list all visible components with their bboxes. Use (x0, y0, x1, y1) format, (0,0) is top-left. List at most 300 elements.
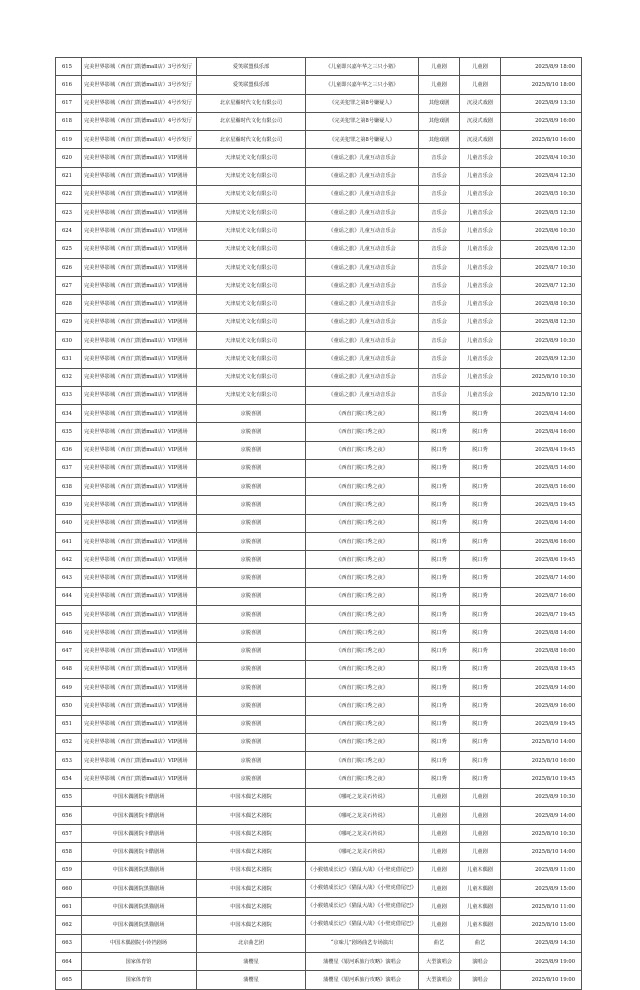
cell-subcategory: 脱口秀 (460, 423, 501, 441)
table-row (56, 459, 582, 477)
cell-number: 662 (56, 916, 82, 934)
cell-number: 629 (56, 313, 82, 331)
cell-title: 《童谣之旅》儿童互动音乐会 (306, 258, 419, 276)
cell-organizer: 天津辰光文化有限公司 (197, 313, 306, 331)
cell-organizer: 京脱喜剧 (197, 423, 306, 441)
cell-number: 638 (56, 478, 82, 496)
table-row (56, 167, 582, 185)
cell-time: 2025/8/6 14:00 (501, 514, 582, 532)
cell-category: 脱口秀 (419, 697, 460, 715)
cell-subcategory: 儿童剧 (460, 788, 501, 806)
table-row (56, 76, 582, 94)
cell-organizer: 中国木偶艺术剧院 (197, 843, 306, 861)
table-row (56, 94, 582, 112)
cell-organizer: 京脱喜剧 (197, 715, 306, 733)
cell-organizer: 京脱喜剧 (197, 642, 306, 660)
cell-subcategory: 儿童音乐会 (460, 368, 501, 386)
cell-venue: 完美世界影城（西直门凯德mall店）3号沙发厅 (82, 76, 197, 94)
table-row (56, 605, 582, 623)
table-row (56, 149, 582, 167)
cell-time: 2025/8/5 19:45 (501, 496, 582, 514)
cell-subcategory: 儿童音乐会 (460, 167, 501, 185)
table-row (56, 478, 582, 496)
cell-subcategory: 脱口秀 (460, 715, 501, 733)
cell-category: 脱口秀 (419, 514, 460, 532)
cell-number: 664 (56, 953, 82, 971)
cell-venue: 中国木偶剧院卡酷剧场 (82, 788, 197, 806)
cell-time: 2025/8/8 14:00 (501, 624, 582, 642)
cell-organizer: 京脱喜剧 (197, 532, 306, 550)
cell-organizer: 天津辰光文化有限公司 (197, 350, 306, 368)
cell-time: 2025/8/10 14:00 (501, 843, 582, 861)
cell-organizer: 中国木偶艺术剧院 (197, 879, 306, 897)
cell-title: 《儿童即兴嘉年华之三只小猪》 (306, 58, 419, 76)
table-row (56, 642, 582, 660)
table-row (56, 441, 582, 459)
cell-title: 《西直门脱口秀之夜》 (306, 514, 419, 532)
table-row (56, 624, 582, 642)
cell-category: 其他戏剧 (419, 131, 460, 149)
cell-subcategory: 沉浸式戏剧 (460, 94, 501, 112)
cell-venue: 完美世界影城（西直门凯德mall店）VIP剧场 (82, 715, 197, 733)
table-row (56, 587, 582, 605)
cell-number: 642 (56, 551, 82, 569)
cell-title: 蒲樱星《银河系旅行攻略》演唱会 (306, 953, 419, 971)
cell-time: 2025/8/10 15:00 (501, 916, 582, 934)
cell-title: 《西直门脱口秀之夜》 (306, 569, 419, 587)
table-row (56, 295, 582, 313)
table-row (56, 679, 582, 697)
cell-subcategory: 儿童木偶剧 (460, 916, 501, 934)
cell-title: 《西直门脱口秀之夜》 (306, 405, 419, 423)
cell-number: 616 (56, 76, 82, 94)
cell-category: 音乐会 (419, 313, 460, 331)
table-row (56, 551, 582, 569)
cell-number: 639 (56, 496, 82, 514)
cell-category: 大型演唱会 (419, 971, 460, 989)
cell-category: 曲艺 (419, 934, 460, 952)
cell-subcategory: 儿童音乐会 (460, 185, 501, 203)
cell-title: 《西直门脱口秀之夜》 (306, 624, 419, 642)
cell-venue: 完美世界影城（西直门凯德mall店）VIP剧场 (82, 551, 197, 569)
cell-title: 《小猴嬉成长记》《猫鼠大战》《小壁虎借尾巴》 (306, 879, 419, 897)
cell-title: 《童谣之旅》儿童互动音乐会 (306, 295, 419, 313)
cell-venue: 完美世界影城（西直门凯德mall店）VIP剧场 (82, 423, 197, 441)
cell-time: 2025/8/9 16:00 (501, 112, 582, 130)
cell-time: 2025/8/6 19:45 (501, 551, 582, 569)
cell-subcategory: 儿童木偶剧 (460, 879, 501, 897)
cell-subcategory: 儿童音乐会 (460, 258, 501, 276)
cell-subcategory: 儿童音乐会 (460, 350, 501, 368)
cell-title: “京味儿”剧场曲艺专场演出 (306, 934, 419, 952)
cell-category: 其他戏剧 (419, 94, 460, 112)
cell-category: 音乐会 (419, 222, 460, 240)
table-row (56, 825, 582, 843)
cell-title: 《童谣之旅》儿童互动音乐会 (306, 222, 419, 240)
cell-number: 659 (56, 861, 82, 879)
cell-venue: 完美世界影城（西直门凯德mall店）VIP剧场 (82, 295, 197, 313)
cell-organizer: 蒲樱星 (197, 971, 306, 989)
table-row (56, 971, 582, 989)
cell-organizer: 天津辰光文化有限公司 (197, 149, 306, 167)
cell-time: 2025/8/8 16:00 (501, 642, 582, 660)
cell-title: 《小猴嬉成长记》《猫鼠大战》《小壁虎借尾巴》 (306, 861, 419, 879)
cell-organizer: 京脱喜剧 (197, 624, 306, 642)
cell-title: 《童谣之旅》儿童互动音乐会 (306, 331, 419, 349)
table-row (56, 788, 582, 806)
cell-number: 624 (56, 222, 82, 240)
cell-number: 644 (56, 587, 82, 605)
cell-time: 2025/8/8 10:30 (501, 295, 582, 313)
cell-number: 650 (56, 697, 82, 715)
cell-organizer: 中国木偶艺术剧院 (197, 825, 306, 843)
cell-title: 《童谣之旅》儿童互动音乐会 (306, 167, 419, 185)
cell-organizer: 中国木偶艺术剧院 (197, 898, 306, 916)
cell-venue: 完美世界影城（西直门凯德mall店）VIP剧场 (82, 660, 197, 678)
cell-subcategory: 脱口秀 (460, 624, 501, 642)
cell-time: 2025/8/9 14:00 (501, 806, 582, 824)
table-row (56, 496, 582, 514)
cell-time: 2025/8/6 12:30 (501, 240, 582, 258)
cell-organizer: 京脱喜剧 (197, 569, 306, 587)
cell-subcategory: 演唱会 (460, 971, 501, 989)
cell-organizer: 京脱喜剧 (197, 660, 306, 678)
cell-number: 623 (56, 204, 82, 222)
cell-title: 《完美犯罪之第8号嫌疑人》 (306, 94, 419, 112)
cell-subcategory: 脱口秀 (460, 752, 501, 770)
cell-category: 音乐会 (419, 204, 460, 222)
cell-subcategory: 儿童木偶剧 (460, 898, 501, 916)
cell-venue: 中国木偶剧院黑猫剧场 (82, 861, 197, 879)
table-row (56, 423, 582, 441)
cell-venue: 完美世界影城（西直门凯德mall店）VIP剧场 (82, 167, 197, 185)
cell-organizer: 北京星瀚时代文化有限公司 (197, 131, 306, 149)
cell-number: 653 (56, 752, 82, 770)
cell-venue: 完美世界影城（西直门凯德mall店）VIP剧场 (82, 624, 197, 642)
table-row (56, 350, 582, 368)
cell-time: 2025/8/10 18:00 (501, 76, 582, 94)
cell-organizer: 天津辰光文化有限公司 (197, 222, 306, 240)
cell-venue: 完美世界影城（西直门凯德mall店）VIP剧场 (82, 204, 197, 222)
cell-organizer: 天津辰光文化有限公司 (197, 386, 306, 404)
cell-organizer: 天津辰光文化有限公司 (197, 331, 306, 349)
cell-time: 2025/8/9 10:30 (501, 788, 582, 806)
cell-organizer: 京脱喜剧 (197, 551, 306, 569)
cell-time: 2025/8/9 13:30 (501, 94, 582, 112)
cell-time: 2025/8/4 10:30 (501, 149, 582, 167)
cell-title: 《童谣之旅》儿童互动音乐会 (306, 313, 419, 331)
cell-category: 儿童剧 (419, 58, 460, 76)
cell-title: 《童谣之旅》儿童互动音乐会 (306, 204, 419, 222)
cell-number: 649 (56, 679, 82, 697)
cell-number: 615 (56, 58, 82, 76)
cell-subcategory: 脱口秀 (460, 733, 501, 751)
cell-title: 《西直门脱口秀之夜》 (306, 679, 419, 697)
cell-category: 脱口秀 (419, 405, 460, 423)
cell-title: 《西直门脱口秀之夜》 (306, 752, 419, 770)
cell-organizer: 京脱喜剧 (197, 770, 306, 788)
cell-number: 632 (56, 368, 82, 386)
cell-time: 2025/8/4 14:00 (501, 405, 582, 423)
cell-category: 儿童剧 (419, 825, 460, 843)
cell-subcategory: 脱口秀 (460, 697, 501, 715)
cell-subcategory: 脱口秀 (460, 441, 501, 459)
table-row (56, 258, 582, 276)
cell-title: 《哪吒之龙灵石传说》 (306, 788, 419, 806)
cell-number: 648 (56, 660, 82, 678)
cell-time: 2025/8/10 14:00 (501, 733, 582, 751)
cell-venue: 国家体育馆 (82, 953, 197, 971)
table-row (56, 514, 582, 532)
cell-venue: 完美世界影城（西直门凯德mall店）VIP剧场 (82, 386, 197, 404)
cell-category: 音乐会 (419, 240, 460, 258)
cell-time: 2025/8/7 16:00 (501, 587, 582, 605)
cell-number: 646 (56, 624, 82, 642)
cell-category: 音乐会 (419, 386, 460, 404)
cell-time: 2025/8/10 19:00 (501, 971, 582, 989)
cell-venue: 完美世界影城（西直门凯德mall店）VIP剧场 (82, 587, 197, 605)
table-row (56, 112, 582, 130)
table-row (56, 879, 582, 897)
table-row (56, 222, 582, 240)
table-row (56, 58, 582, 76)
cell-category: 音乐会 (419, 149, 460, 167)
cell-organizer: 京脱喜剧 (197, 441, 306, 459)
table-row (56, 715, 582, 733)
cell-time: 2025/8/4 19:45 (501, 441, 582, 459)
cell-organizer: 京脱喜剧 (197, 587, 306, 605)
cell-organizer: 北京曲艺团 (197, 934, 306, 952)
cell-organizer: 天津辰光文化有限公司 (197, 295, 306, 313)
cell-category: 脱口秀 (419, 770, 460, 788)
table-row (56, 240, 582, 258)
cell-time: 2025/8/10 16:00 (501, 752, 582, 770)
cell-number: 618 (56, 112, 82, 130)
cell-organizer: 京脱喜剧 (197, 514, 306, 532)
cell-title: 《小猴嬉成长记》《猫鼠大战》《小壁虎借尾巴》 (306, 898, 419, 916)
cell-title: 《西直门脱口秀之夜》 (306, 496, 419, 514)
cell-category: 脱口秀 (419, 496, 460, 514)
cell-title: 《西直门脱口秀之夜》 (306, 441, 419, 459)
cell-number: 625 (56, 240, 82, 258)
cell-title: 《童谣之旅》儿童互动音乐会 (306, 350, 419, 368)
cell-time: 2025/8/9 18:00 (501, 58, 582, 76)
table-row (56, 313, 582, 331)
cell-time: 2025/8/10 10:30 (501, 825, 582, 843)
cell-venue: 中国木偶剧院卡酷剧场 (82, 806, 197, 824)
cell-subcategory: 儿童音乐会 (460, 295, 501, 313)
cell-subcategory: 儿童音乐会 (460, 240, 501, 258)
cell-venue: 完美世界影城（西直门凯德mall店）4号沙发厅 (82, 112, 197, 130)
cell-subcategory: 儿童剧 (460, 825, 501, 843)
cell-title: 《儿童即兴嘉年华之三只小猪》 (306, 76, 419, 94)
cell-organizer: 京脱喜剧 (197, 733, 306, 751)
cell-category: 音乐会 (419, 167, 460, 185)
cell-subcategory: 曲艺 (460, 934, 501, 952)
cell-number: 657 (56, 825, 82, 843)
cell-title: 《西直门脱口秀之夜》 (306, 733, 419, 751)
cell-title: 《西直门脱口秀之夜》 (306, 697, 419, 715)
cell-subcategory: 脱口秀 (460, 679, 501, 697)
cell-subcategory: 儿童音乐会 (460, 149, 501, 167)
cell-venue: 完美世界影城（西直门凯德mall店）VIP剧场 (82, 222, 197, 240)
cell-subcategory: 儿童音乐会 (460, 331, 501, 349)
cell-organizer: 中国木偶艺术剧院 (197, 916, 306, 934)
cell-organizer: 京脱喜剧 (197, 496, 306, 514)
cell-subcategory: 儿童音乐会 (460, 277, 501, 295)
cell-venue: 完美世界影城（西直门凯德mall店）VIP剧场 (82, 496, 197, 514)
cell-category: 儿童剧 (419, 898, 460, 916)
cell-category: 脱口秀 (419, 605, 460, 623)
cell-organizer: 爱笑联盟俱乐部 (197, 58, 306, 76)
cell-organizer: 天津辰光文化有限公司 (197, 185, 306, 203)
cell-organizer: 天津辰光文化有限公司 (197, 277, 306, 295)
cell-category: 儿童剧 (419, 916, 460, 934)
cell-subcategory: 脱口秀 (460, 770, 501, 788)
cell-venue: 完美世界影城（西直门凯德mall店）VIP剧场 (82, 350, 197, 368)
cell-venue: 完美世界影城（西直门凯德mall店）VIP剧场 (82, 277, 197, 295)
cell-venue: 完美世界影城（西直门凯德mall店）VIP剧场 (82, 679, 197, 697)
cell-time: 2025/8/10 11:00 (501, 898, 582, 916)
cell-title: 《童谣之旅》儿童互动音乐会 (306, 240, 419, 258)
cell-title: 《西直门脱口秀之夜》 (306, 587, 419, 605)
cell-time: 2025/8/6 16:00 (501, 532, 582, 550)
cell-number: 660 (56, 879, 82, 897)
cell-title: 《西直门脱口秀之夜》 (306, 660, 419, 678)
cell-venue: 中国木偶剧院黑猫剧场 (82, 879, 197, 897)
cell-number: 633 (56, 386, 82, 404)
cell-category: 儿童剧 (419, 861, 460, 879)
cell-time: 2025/8/7 14:00 (501, 569, 582, 587)
cell-time: 2025/8/5 12:30 (501, 204, 582, 222)
cell-number: 622 (56, 185, 82, 203)
cell-venue: 完美世界影城（西直门凯德mall店）3号沙发厅 (82, 58, 197, 76)
cell-venue: 完美世界影城（西直门凯德mall店）4号沙发厅 (82, 131, 197, 149)
table-row (56, 204, 582, 222)
cell-venue: 完美世界影城（西直门凯德mall店）VIP剧场 (82, 752, 197, 770)
cell-time: 2025/8/4 16:00 (501, 423, 582, 441)
cell-time: 2025/8/9 19:45 (501, 715, 582, 733)
table-row (56, 185, 582, 203)
cell-category: 脱口秀 (419, 441, 460, 459)
cell-subcategory: 脱口秀 (460, 405, 501, 423)
cell-category: 脱口秀 (419, 551, 460, 569)
cell-venue: 中国木偶剧院卡酷剧场 (82, 843, 197, 861)
cell-venue: 完美世界影城（西直门凯德mall店）VIP剧场 (82, 313, 197, 331)
cell-venue: 中国木偶剧院黑猫剧场 (82, 898, 197, 916)
cell-venue: 完美世界影城（西直门凯德mall店）VIP剧场 (82, 185, 197, 203)
cell-title: 《西直门脱口秀之夜》 (306, 423, 419, 441)
cell-subcategory: 脱口秀 (460, 642, 501, 660)
cell-category: 脱口秀 (419, 587, 460, 605)
cell-venue: 完美世界影城（西直门凯德mall店）VIP剧场 (82, 770, 197, 788)
cell-time: 2025/8/9 14:00 (501, 679, 582, 697)
cell-number: 636 (56, 441, 82, 459)
cell-venue: 完美世界影城（西直门凯德mall店）VIP剧场 (82, 697, 197, 715)
cell-title: 蒲樱星《银河系旅行攻略》演唱会 (306, 971, 419, 989)
cell-number: 656 (56, 806, 82, 824)
table-row (56, 697, 582, 715)
cell-category: 儿童剧 (419, 76, 460, 94)
cell-time: 2025/8/8 19:45 (501, 660, 582, 678)
cell-category: 脱口秀 (419, 642, 460, 660)
cell-organizer: 北京星瀚时代文化有限公司 (197, 112, 306, 130)
cell-category: 脱口秀 (419, 459, 460, 477)
cell-title: 《西直门脱口秀之夜》 (306, 715, 419, 733)
table-row (56, 752, 582, 770)
cell-number: 627 (56, 277, 82, 295)
cell-number: 635 (56, 423, 82, 441)
cell-organizer: 爱笑联盟俱乐部 (197, 76, 306, 94)
cell-number: 658 (56, 843, 82, 861)
cell-number: 652 (56, 733, 82, 751)
cell-time: 2025/8/7 12:30 (501, 277, 582, 295)
table-row (56, 934, 582, 952)
cell-number: 640 (56, 514, 82, 532)
cell-venue: 完美世界影城（西直门凯德mall店）VIP剧场 (82, 605, 197, 623)
cell-subcategory: 脱口秀 (460, 551, 501, 569)
cell-category: 音乐会 (419, 185, 460, 203)
cell-category: 儿童剧 (419, 788, 460, 806)
cell-title: 《完美犯罪之第8号嫌疑人》 (306, 131, 419, 149)
cell-subcategory: 儿童剧 (460, 76, 501, 94)
table-row (56, 569, 582, 587)
cell-number: 619 (56, 131, 82, 149)
cell-title: 《完美犯罪之第8号嫌疑人》 (306, 112, 419, 130)
cell-organizer: 京脱喜剧 (197, 478, 306, 496)
table-row (56, 770, 582, 788)
cell-venue: 完美世界影城（西直门凯德mall店）VIP剧场 (82, 532, 197, 550)
cell-venue: 国家体育馆 (82, 971, 197, 989)
cell-subcategory: 儿童音乐会 (460, 313, 501, 331)
cell-venue: 完美世界影城（西直门凯德mall店）VIP剧场 (82, 258, 197, 276)
table-row (56, 843, 582, 861)
cell-category: 脱口秀 (419, 532, 460, 550)
cell-number: 643 (56, 569, 82, 587)
cell-venue: 完美世界影城（西直门凯德mall店）VIP剧场 (82, 569, 197, 587)
cell-title: 《小猴嬉成长记》《猫鼠大战》《小壁虎借尾巴》 (306, 916, 419, 934)
cell-venue: 完美世界影城（西直门凯德mall店）VIP剧场 (82, 441, 197, 459)
cell-time: 2025/8/10 12:30 (501, 386, 582, 404)
cell-title: 《童谣之旅》儿童互动音乐会 (306, 149, 419, 167)
cell-title: 《西直门脱口秀之夜》 (306, 605, 419, 623)
cell-category: 脱口秀 (419, 423, 460, 441)
cell-venue: 完美世界影城（西直门凯德mall店）VIP剧场 (82, 478, 197, 496)
cell-venue: 完美世界影城（西直门凯德mall店）VIP剧场 (82, 331, 197, 349)
cell-subcategory: 儿童音乐会 (460, 386, 501, 404)
cell-subcategory: 儿童剧 (460, 58, 501, 76)
cell-category: 脱口秀 (419, 752, 460, 770)
cell-time: 2025/8/6 10:30 (501, 222, 582, 240)
cell-organizer: 京脱喜剧 (197, 605, 306, 623)
cell-subcategory: 儿童木偶剧 (460, 861, 501, 879)
cell-category: 音乐会 (419, 277, 460, 295)
table-row (56, 386, 582, 404)
cell-number: 645 (56, 605, 82, 623)
cell-number: 631 (56, 350, 82, 368)
cell-number: 654 (56, 770, 82, 788)
table-body (56, 58, 582, 990)
cell-number: 628 (56, 295, 82, 313)
cell-category: 音乐会 (419, 331, 460, 349)
cell-organizer: 蒲樱星 (197, 953, 306, 971)
performance-schedule-table (55, 57, 582, 990)
table-row (56, 806, 582, 824)
cell-category: 脱口秀 (419, 478, 460, 496)
cell-time: 2025/8/9 16:00 (501, 697, 582, 715)
cell-time: 2025/8/9 12:30 (501, 350, 582, 368)
cell-title: 《西直门脱口秀之夜》 (306, 642, 419, 660)
